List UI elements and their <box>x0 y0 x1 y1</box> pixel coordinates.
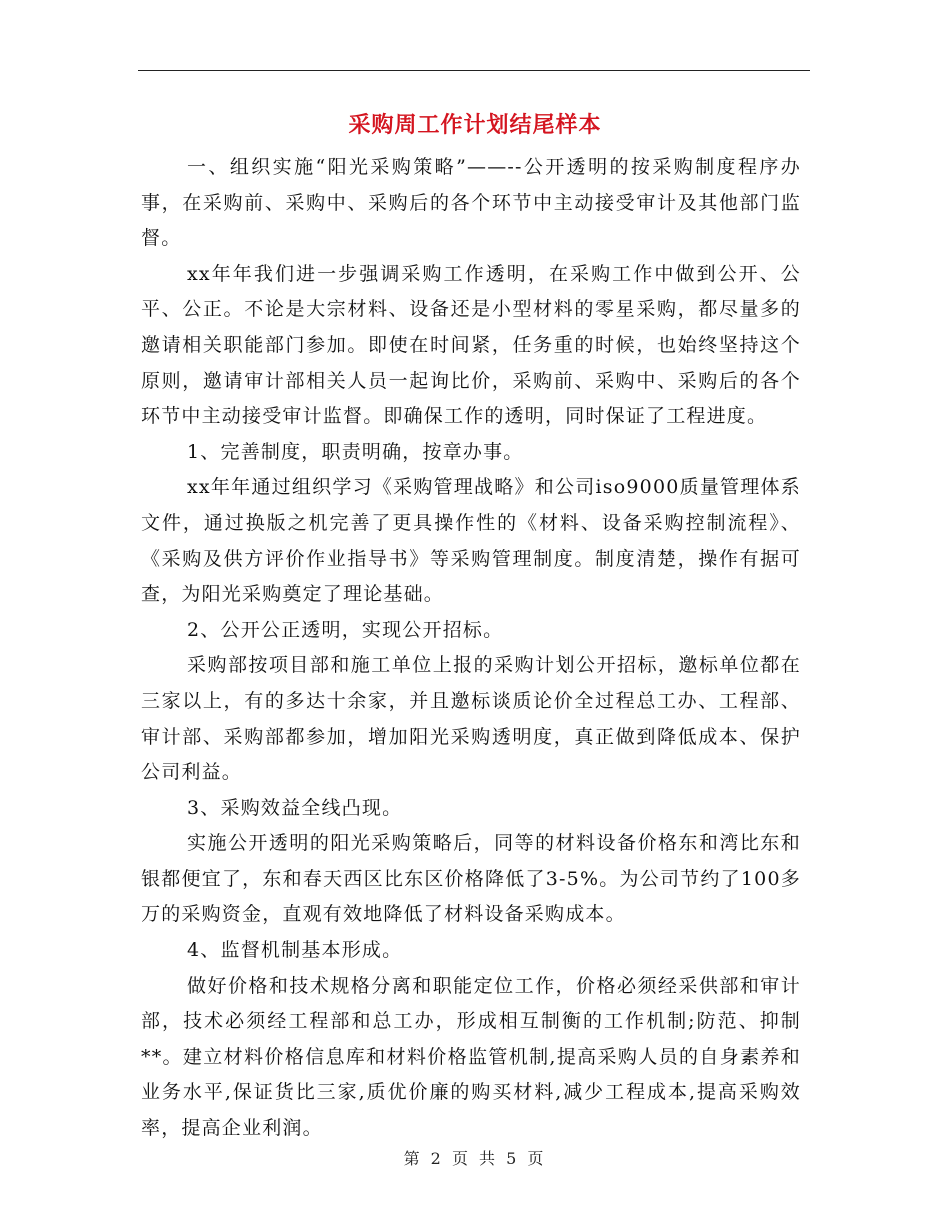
subheading-2: 2、公开公正透明，实现公开招标。 <box>187 618 504 641</box>
page-number: 第 2 页 共 5 页 <box>403 1149 547 1168</box>
paragraph-transparency: xx年年我们进一步强调采购工作透明，在采购工作中做到公开、公平、公正。不论是大宗材料、设备还是小型材料的零星采购，都尽量多的邀请相关职能部门参加。即使在时间紧，任务重的时候，也始终坚持这个原则，邀请审计部相关人员一起询比价，采购前、采购中、采购后的各个环节中主动接受审计监督。即确保工作的透明，同时保证了工程进度。 <box>141 262 801 428</box>
paragraph-benefit: 实施公开透明的阳光采购策略后，同等的材料设备价格东和湾比东和银都便宜了，东和春天西区比东区价格降低了3-5%。为公司节约了100多万的采购资金，直观有效地降低了材料设备采购成本。 <box>141 832 801 926</box>
subheading-3: 3、采购效益全线凸现。 <box>187 796 403 819</box>
subheading-1: 1、完善制度，职责明确，按章办事。 <box>187 440 524 463</box>
paragraph-section-1: 一、组织实施“阳光采购策略”——--公开透明的按采购制度程序办事，在采购前、采购中、采购后的各个环节中主动接受审计及其他部门监督。 <box>141 156 801 250</box>
header-rule <box>138 70 810 71</box>
paragraph-supervision: 做好价格和技术规格分离和职能定位工作，价格必须经采供部和审计部，技术必须经工程部和总工办，形成相互制衡的工作机制;防范、抑制**。建立材料价格信息库和材料价格监管机制,提高采购人员的自身素养和业务水平,保证货比三家,质优价廉的购买材料,减少工程成本,提高采购效率，提高企业利润。 <box>141 974 801 1140</box>
subheading-4: 4、监督机制基本形成。 <box>187 939 403 962</box>
paragraph-system: xx年年通过组织学习《采购管理战略》和公司iso9000质量管理体系文件，通过换版之机完善了更具操作性的《材料、设备采购控制流程》、《采购及供方评价作业指导书》等采购管理制度。制度清楚，操作有据可查，为阳光采购奠定了理论基础。 <box>141 476 801 606</box>
document-title: 采购周工作计划结尾样本 <box>348 113 602 138</box>
paragraph-bidding: 采购部按项目部和施工单位上报的采购计划公开招标，邀标单位都在三家以上，有的多达十余家，并且邀标谈质论价全过程总工办、工程部、审计部、采购部都参加，增加阳光采购透明度，真正做到降低成本、保护公司利益。 <box>141 654 801 784</box>
document-body <box>141 150 801 1147</box>
